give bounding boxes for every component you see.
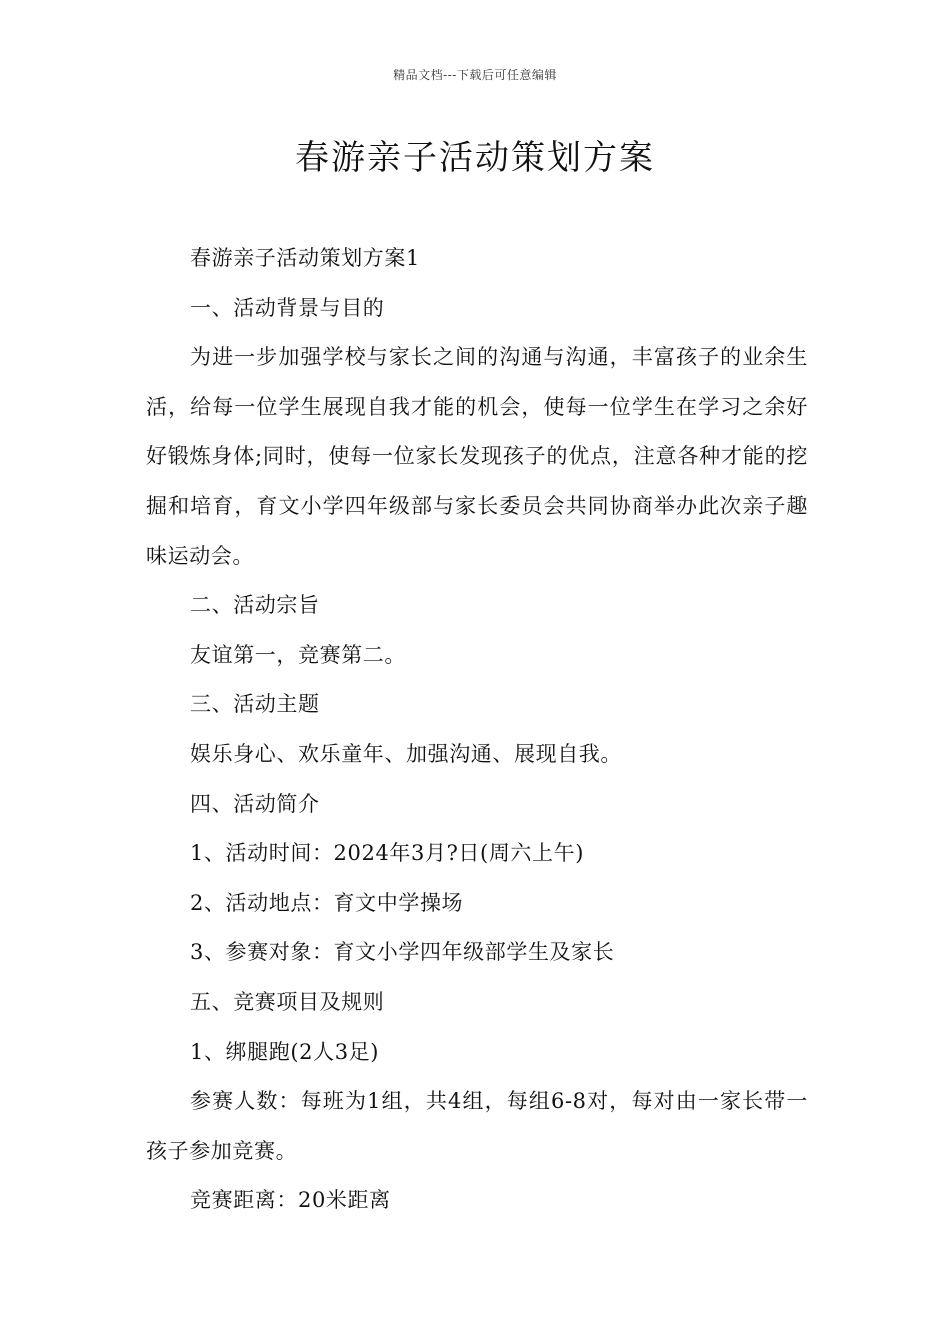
section-heading: 三、活动主题 [190,692,320,717]
list-item: 1、活动时间：2024年3月?日(周六上午) [190,841,585,866]
body-paragraph: 竞赛距离：20米距离 [190,1188,391,1213]
section-heading: 四、活动简介 [190,791,320,816]
header-note: 精品文档---下载后可任意编辑 [393,68,557,82]
body-paragraph: 为进一步加强学校与家长之间的沟通与沟通，丰富孩子的业余生活，给每一位学生展现自我才能的机会，使每一位学生在学习之余好好锻炼身体;同时，使每一位家长发现孩子的优点，注意各种才能的挖掘和培育，育文小学四年级部与家长委员会共同协商举办此次亲子趣味运动会。 [146,345,808,568]
document-body [146,234,808,1226]
list-item: 2、活动地点：育文中学操场 [190,890,464,915]
section-heading: 春游亲子活动策划方案1 [190,246,420,270]
document-title: 春游亲子活动策划方案 [295,138,655,178]
body-paragraph: 娱乐身心、欢乐童年、加强沟通、展现自我。 [190,741,622,766]
list-item: 3、参赛对象：育文小学四年级部学生及家长 [190,940,615,965]
section-heading: 五、竞赛项目及规则 [190,989,385,1014]
body-paragraph: 友谊第一，竞赛第二。 [190,642,406,667]
section-heading: 一、活动背景与目的 [190,295,385,320]
body-paragraph: 参赛人数：每班为1组，共4组，每组6-8对，每对由一家长带一孩子参加竞赛。 [146,1089,808,1163]
section-heading: 二、活动宗旨 [190,593,320,618]
list-item: 1、绑腿跑(2人3足) [190,1039,380,1064]
